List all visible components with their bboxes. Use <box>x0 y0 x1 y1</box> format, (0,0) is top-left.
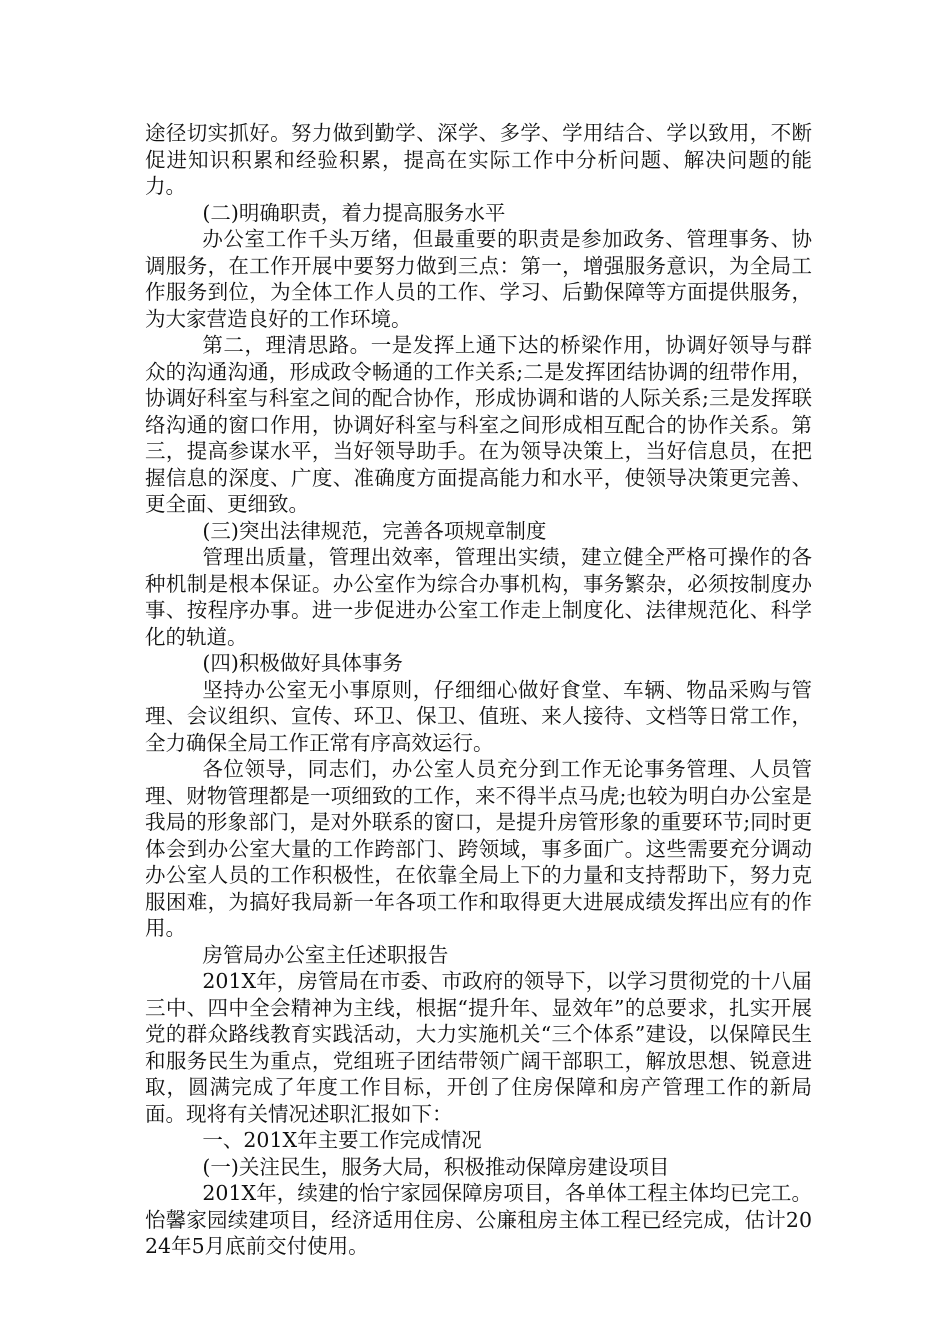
paragraph-3: 办公室工作千头万绪，但最重要的职责是参加政务、管理事务、协调服务，在工作开展中要努力做到三点：第一，增强服务意识，为全局工作服务到位，为全体工作人员的工作、学习、后勤保障等方面提供服务，为大家营造良好的工作环境。 <box>145 227 812 331</box>
document-body <box>145 120 812 1260</box>
paragraph-1: 途径切实抓好。努力做到勤学、深学、多学、学用结合、学以致用，不断促进知识积累和经验积累，提高在实际工作中分析问题、解决问题的能力。 <box>145 121 812 198</box>
section-heading-main-1: 一、201X年主要工作完成情况 <box>202 1128 482 1152</box>
section-heading-2: (二)明确职责，着力提高服务水平 <box>202 200 506 225</box>
section-heading-4: (四)积极做好具体事务 <box>202 651 403 675</box>
paragraph-4: 第二，理清思路。一是发挥上通下达的桥梁作用，协调好领导与群众的沟通沟通，形成政令畅通的工作关系;二是发挥团结协调的纽带作用，协调好科室与科室之间的配合协作，形成协调和谐的人际关系;三是发挥联络沟通的窗口作用，协调好科室与科室之间形成相互配合的协作关系。第三，提高参谋水平，当好领导助手。在为领导决策上，当好信息员，在把握信息的深度、广度、准确度方面提高能力和水平，使领导决策更完善、更全面、更细致。 <box>145 333 812 516</box>
section-heading-sub-1: (一)关注民生，服务大局，积极推动保障房建设项目 <box>202 1154 670 1179</box>
section-heading-3: (三)突出法律规范，完善各项规章制度 <box>202 518 547 543</box>
paragraph-9: 各位领导，同志们，办公室人员充分到工作无论事务管理、人员管理、财物管理都是一项细致的工作，来不得半点马虎;也较为明白办公室是我局的形象部门，是对外联系的窗口，是提升房管形象的重要环节;同时更体会到办公室大量的工作跨部门、跨领域，事多面广。这些需要充分调动办公室人员的工作积极性，在依靠全局上下的力量和支持帮助下，努力克服困难，为搞好我局新一年各项工作和取得更大进展成绩发挥出应有的作用。 <box>145 757 812 940</box>
paragraph-6: 管理出质量，管理出效率，管理出实绩，建立健全严格可操作的各种机制是根本保证。办公室作为综合办事机构，事务繁杂，必须按制度办事、按程序办事。进一步促进办公室工作走上制度化、法律规范化、科学化的轨道。 <box>145 545 812 649</box>
report-title: 房管局办公室主任述职报告 <box>202 942 449 967</box>
paragraph-14: 201X年，续建的怡宁家园保障房项目，各单体工程主体均已完工。怡馨家园续建项目，经济适用住房、公廉租房主体工程已经完成，估计2024年5月底前交付使用。 <box>145 1181 812 1258</box>
paragraph-8: 坚持办公室无小事原则，仔细细心做好食堂、车辆、物品采购与管理、会议组织、宣传、环卫、保卫、值班、来人接待、文档等日常工作，全力确保全局工作正常有序高效运行。 <box>145 677 812 755</box>
paragraph-11: 201X年，房管局在市委、市政府的领导下，以学习贯彻党的十八届三中、四中全会精神为主线，根据“提升年、显效年”的总要求，扎实开展党的群众路线教育实践活动，大力实施机关“三个体系”建设，以保障民生和服务民生为重点，党组班子团结带领广阔干部职工，解放思想、锐意进取，圆满完成了年度工作目标，开创了住房保障和房产管理工作的新局面。现将有关情况述职汇报如下： <box>145 969 812 1126</box>
